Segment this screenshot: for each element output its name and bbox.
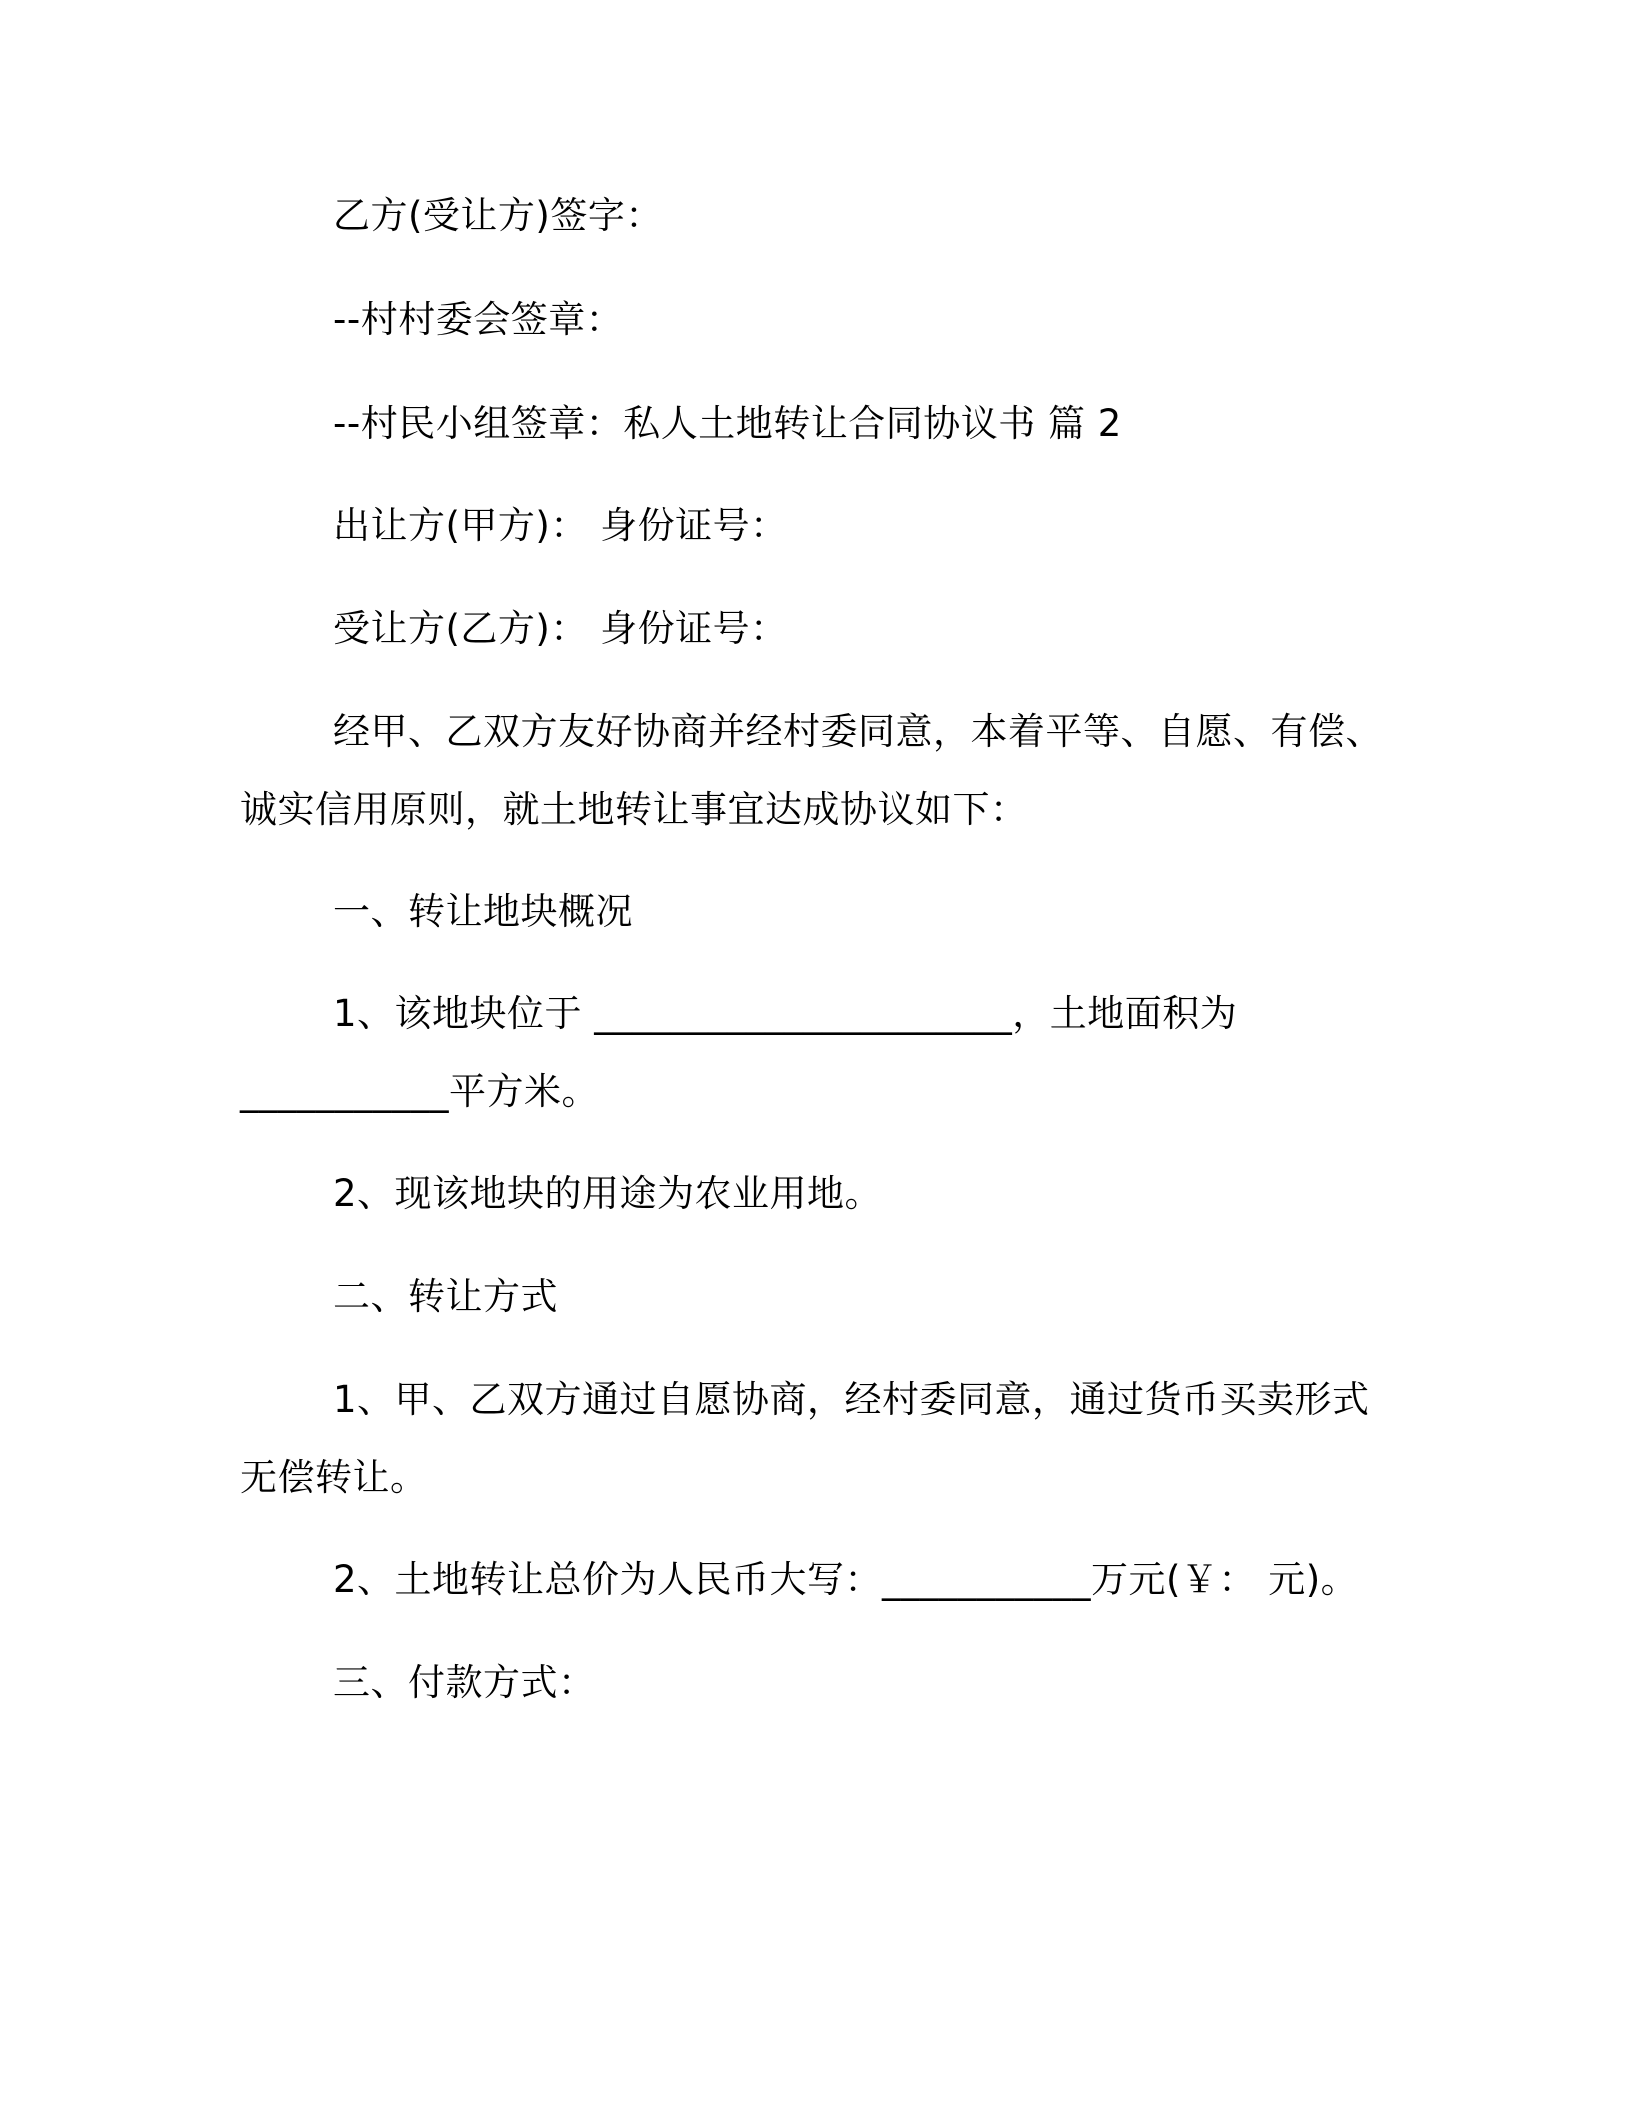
clause-1-1-line-2: ___________平方米。 [240,1070,599,1113]
preamble-line-2: 诚实信用原则，就土地转让事宜达成协议如下： [240,788,1028,831]
clause-1-2: 2、现该地块的用途为农业用地。 [333,1172,883,1215]
villager-group-seal-line: --村民小组签章：私人土地转让合同协议书 篇 2 [333,402,1122,445]
transferor-line: 出让方(甲方)： 身份证号： [333,504,788,547]
section-1-heading: 一、转让地块概况 [333,890,633,933]
preamble-line-1: 经甲、乙双方友好协商并经村委同意，本着平等、自愿、有偿、 [333,710,1383,753]
transferee-line: 受让方(乙方)： 身份证号： [333,607,788,650]
clause-2-1-line-1: 1、甲、乙双方通过自愿协商，经村委同意，通过货币买卖形式 [333,1378,1370,1421]
section-3-heading: 三、付款方式： [333,1661,596,1704]
section-2-heading: 二、转让方式 [333,1275,558,1318]
party-b-signature-line: 乙方(受让方)签字： [333,194,663,237]
clause-2-1-line-2: 无偿转让。 [240,1456,428,1499]
clause-1-1-line-1: 1、该地块位于 ______________________，土地面积为 [333,992,1238,1035]
clause-2-2: 2、土地转让总价为人民币大写：___________万元(￥： 元)。 [333,1558,1359,1601]
village-committee-seal-line: --村村委会签章： [333,298,624,341]
